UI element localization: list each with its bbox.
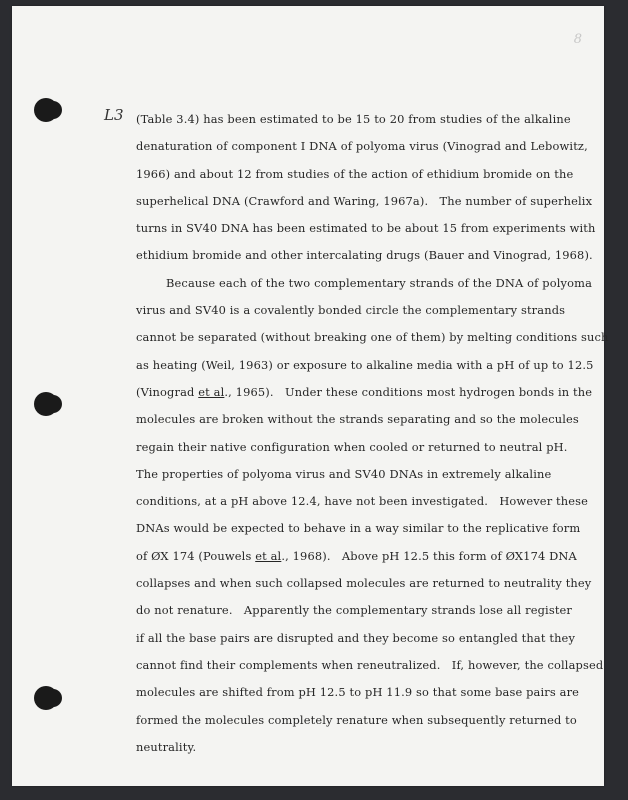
text-line-19: do not renature. Apparently the complementary strands lose all register: [136, 603, 573, 618]
page-number: 8: [573, 32, 582, 47]
text-line-23: formed the molecules completely renature when subsequently returned to: [136, 712, 577, 727]
text-line-12: molecules are broken without the strands separating and so the molecules: [136, 412, 579, 427]
text-line-14: The properties of polyoma virus and SV40 DNAs in extremely alkaline: [136, 466, 552, 481]
body-text: [136, 106, 609, 761]
binder-hole-top: [34, 98, 58, 122]
text-line-5: turns in SV40 DNA has been estimated to be about 15 from experiments with: [136, 221, 596, 236]
text-line-2: denaturation of component I DNA of polyoma virus (Vinograd and Lebowitz,: [136, 139, 588, 154]
text-line-21: cannot find their complements when reneutralized. If, however, the collapsed: [136, 657, 604, 672]
text-line-18: collapses and when such collapsed molecules are returned to neutrality they: [136, 576, 592, 591]
text-line-17: of ØX 174 (Pouwels et al., 1968). Above pH 12.5 this form of ØX174 DNA: [136, 548, 577, 563]
text-line-22: molecules are shifted from pH 12.5 to pH 11.9 so that some base pairs are: [136, 685, 580, 700]
text-line-3: 1966) and about 12 from studies of the action of ethidium bromide on the: [136, 166, 574, 181]
text-line-15: conditions, at a pH above 12.4, have not been investigated. However these: [136, 494, 589, 509]
text-line-20: if all the base pairs are disrupted and they become so entangled that they: [136, 630, 576, 645]
text-line-13: regain their native configuration when cooled or returned to neutral pH.: [136, 439, 568, 454]
text-line-4: superhelical DNA (Crawford and Waring, 1967a). The number of superhelix: [136, 193, 593, 208]
document-page: [12, 6, 609, 786]
text-line-24: neutrality.: [136, 739, 197, 754]
text-line-11: (Vinograd et al., 1965). Under these conditions most hydrogen bonds in the: [136, 384, 593, 399]
text-line-6: ethidium bromide and other intercalating drugs (Bauer and Vinograd, 1968).: [136, 248, 593, 263]
binder-hole-bottom: [34, 686, 58, 710]
text-line-10: as heating (Weil, 1963) or exposure to alkaline media with a pH of up to 12.5: [136, 357, 594, 372]
text-line-1: (Table 3.4) has been estimated to be 15 to 20 from studies of the alkaline: [136, 112, 571, 126]
margin-note: L3: [104, 106, 124, 124]
text-line-7: Because each of the two complementary strands of the DNA of polyoma: [166, 275, 593, 290]
text-line-16: DNAs would be expected to behave in a way similar to the replicative form: [136, 521, 581, 536]
binder-hole-middle: [34, 392, 58, 416]
text-line-8: virus and SV40 is a covalently bonded circle the complementary strands: [136, 303, 566, 318]
text-line-9: cannot be separated (without breaking one of them) by melting conditions such: [136, 330, 609, 345]
